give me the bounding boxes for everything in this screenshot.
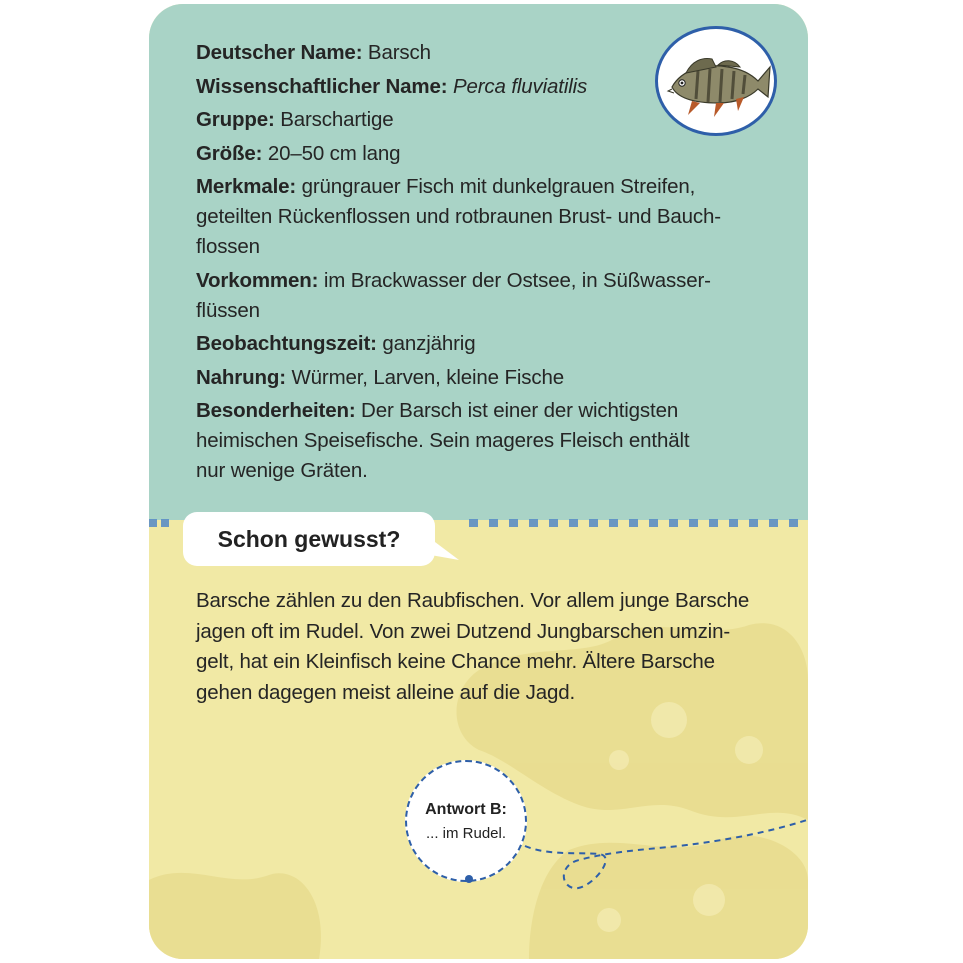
fact-label: Besonderheiten: [196, 399, 356, 422]
fact-value: Barsch [367, 41, 431, 64]
fact-value-line: geteilten Rückenflossen und rotbraunen Brust- und Bauch- [196, 205, 721, 228]
fact-value: im Brackwasser der Ostsee, in Süßwasser- [323, 268, 711, 292]
fact-label: Nahrung: [196, 365, 286, 389]
fact-label: Vorkommen: [196, 268, 319, 292]
did-you-know-line: jagen oft im Rudel. Von zwei Dutzend Jungbarschen umzin- [196, 619, 731, 643]
fact-value-line: heimischen Speisefische. Sein mageres Fleisch enthält [196, 429, 690, 452]
fact-value: 20–50 cm lang [267, 141, 401, 165]
did-you-know-line: Barsche zählen zu den Raubfischen. Vor allem junge Barsche [196, 589, 750, 612]
dashed-trail [519, 812, 808, 902]
fact-value: Der Barsch ist einer der wichtigsten [361, 399, 679, 422]
fact-list [196, 38, 736, 490]
fact-special [196, 396, 736, 486]
answer-text: ... im Rudel. [425, 825, 507, 842]
fact-label: Deutscher Name: [196, 41, 363, 64]
fact-value: ganzjährig [382, 332, 476, 355]
fact-value-line: flüssen [196, 298, 260, 322]
did-you-know-text [196, 586, 771, 708]
answer-badge [405, 760, 527, 882]
fact-occurrence [196, 266, 736, 326]
fact-common-name [196, 38, 736, 68]
fact-value-line: nur wenige Gräten. [196, 459, 368, 482]
fact-size [196, 139, 736, 169]
species-illustration [655, 26, 777, 136]
fact-features [196, 172, 736, 262]
fact-value: Barschartige [280, 108, 394, 131]
fact-label: Gruppe: [196, 108, 275, 131]
fact-label: Beobachtungszeit: [196, 332, 377, 355]
fact-label: Wissenschaftlicher Name: [196, 74, 448, 98]
perch-fish-icon [658, 29, 774, 133]
fact-observation-time [196, 329, 736, 359]
did-you-know-line: gelt, hat ein Kleinfisch keine Chance mehr. Ältere Barsche [196, 650, 715, 673]
did-you-know-heading: Schon gewusst? [217, 526, 401, 552]
fact-label: Merkmale: [196, 175, 297, 198]
fact-value: Perca fluviatilis [452, 74, 588, 98]
answer-title: Antwort B: [425, 801, 507, 818]
fact-food [196, 363, 736, 393]
species-card [149, 4, 808, 959]
fact-label: Größe: [196, 141, 263, 165]
did-you-know-line: gehen dagegen meist alleine auf die Jagd. [196, 680, 576, 704]
fact-group [196, 105, 736, 135]
fact-value: Würmer, Larven, kleine Fische [291, 365, 564, 389]
answer-dot [465, 875, 473, 883]
fact-value: grüngrauer Fisch mit dunkelgrauen Streifen, [301, 175, 696, 198]
fact-value-line: flossen [196, 235, 260, 258]
